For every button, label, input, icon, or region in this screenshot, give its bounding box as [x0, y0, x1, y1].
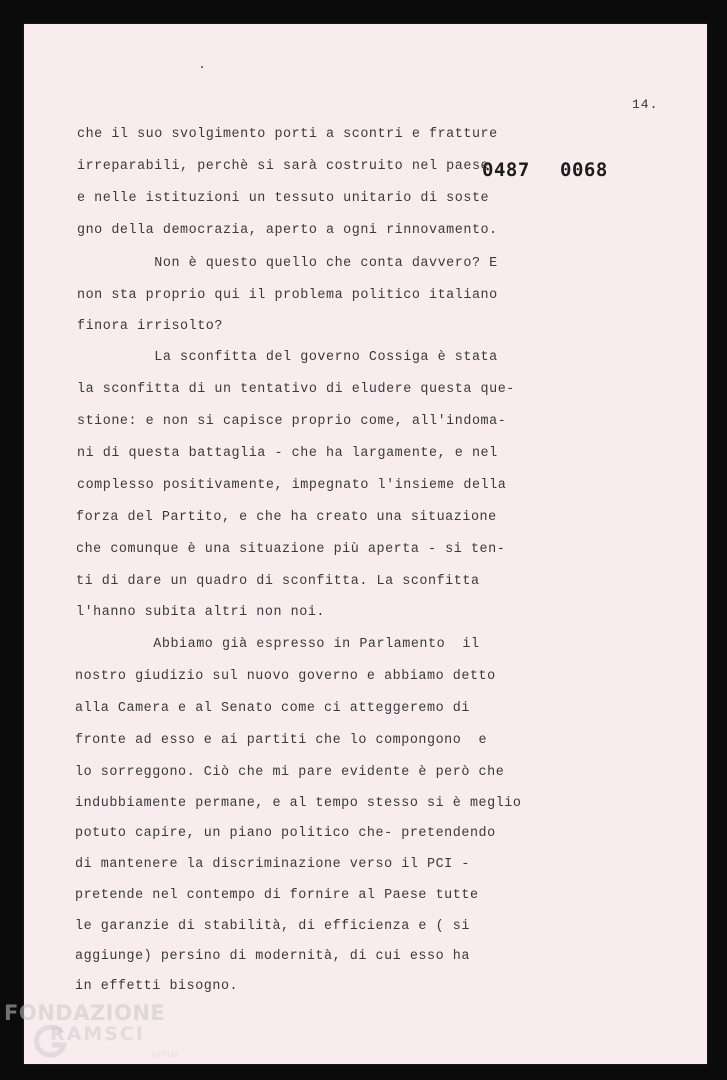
text-line: complesso positivamente, impegnato l'insieme della: [77, 478, 507, 493]
text-line: finora irrisolto?: [77, 319, 223, 334]
text-line: nostro giudizio sul nuovo governo e abbiamo detto: [75, 669, 496, 684]
text-line: e nelle istituzioni un tessuto unitario di soste: [77, 191, 490, 206]
fondazione-gramsci-watermark: [4, 1001, 194, 1076]
text-line: Abbiamo già espresso in Parlamento il: [76, 637, 480, 652]
text-line: le garanzie di stabilità, di efficienza e ( si: [75, 919, 470, 934]
text-line: la sconfitta di un tentativo di eludere questa que-: [77, 382, 515, 397]
page-number: 14.: [632, 97, 659, 112]
text-line: ni di questa battaglia - che ha largamente, e nel: [77, 446, 498, 461]
text-line: indubbiamente permane, e al tempo stesso si è meglio: [75, 796, 522, 811]
archive-code-2: 0068: [560, 159, 608, 181]
text-line: stione: e non si capisce proprio come, all'indoma-: [77, 414, 507, 429]
text-line: forza del Partito, e che ha creato una situazione: [76, 510, 497, 525]
text-line: di mantenere la discriminazione verso il PCI -: [75, 857, 470, 872]
archive-code-1: 0487: [482, 159, 530, 181]
text-line: alla Camera e al Senato come ci atteggeremo di: [75, 701, 470, 716]
text-line: aggiunge) persino di modernità, di cui esso ha: [75, 949, 470, 964]
text-line: fronte ad esso e ai partiti che lo compongono e: [75, 733, 488, 748]
watermark-line1: FONDAZIONE: [4, 1001, 166, 1025]
text-line: irreparabili, perchè si sarà costruito nel paese: [77, 159, 490, 174]
text-line: l'hanno subita altri non noi.: [76, 605, 325, 620]
text-line: pretende nel contempo di fornire al Paese tutte: [75, 888, 479, 903]
paper-speck: [201, 66, 203, 68]
text-line: in effetti bisogno.: [75, 979, 239, 994]
text-line: La sconfitta del governo Cossiga è stata: [77, 350, 498, 365]
text-line: che il suo svolgimento porti a scontri e fratture: [77, 127, 498, 142]
watermark-line2: RAMSCI: [50, 1023, 145, 1045]
text-line: potuto capire, un piano politico che- pretendendo: [75, 826, 496, 841]
text-line: Non è questo quello che conta davvero? E: [77, 256, 498, 271]
text-line: che comunque è una situazione più aperta - si ten-: [76, 542, 506, 557]
text-line: lo sorreggono. Ciò che mi pare evidente è però che: [75, 765, 505, 780]
text-line: gno della democrazia, aperto a ogni rinnovamento.: [77, 223, 498, 238]
watermark-line3: onlus: [152, 1049, 179, 1060]
text-line: non sta proprio qui il problema politico italiano: [77, 288, 498, 303]
text-line: ti di dare un quadro di sconfitta. La sconfitta: [76, 574, 480, 589]
